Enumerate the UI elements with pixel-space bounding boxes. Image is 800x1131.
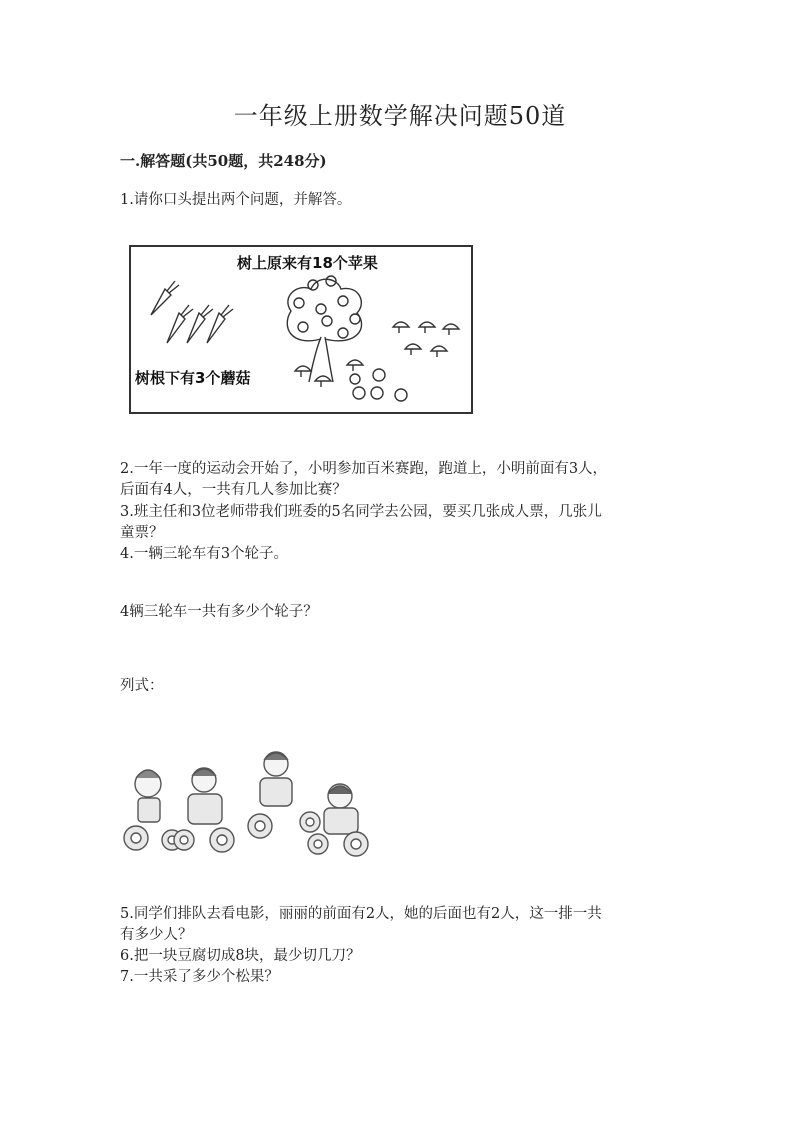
carrot-icons xyxy=(151,281,233,343)
question-7: 7.一共采了多少个松果？ xyxy=(120,969,279,985)
question-2-line-1: 2.一年一度的运动会开始了，小明参加百米赛跑，跑道上，小明前面有3人， xyxy=(120,461,608,477)
question-4-formula-label: 列式： xyxy=(120,678,164,694)
question-2-line-2: 后面有4人，一共有几人参加比赛？ xyxy=(120,482,347,498)
figure-caption-mushrooms: 树根下有3个蘑菇 xyxy=(135,369,251,387)
tricycle-children-illustration xyxy=(118,748,373,858)
figure-caption-apples: 树上原来有18个苹果 xyxy=(237,254,378,272)
question-4-subquestion: 4辆三轮车一共有多少个轮子？ xyxy=(120,604,318,620)
question-6: 6.把一块豆腐切成8块，最少切几刀？ xyxy=(120,948,361,964)
page-title: 一年级上册数学解决问题50道 xyxy=(233,102,567,130)
fallen-apple-icons xyxy=(350,369,407,401)
question-5-line-1: 5.同学们排队去看电影，丽丽的前面有2人，她的后面也有2人，这一排一共 xyxy=(120,906,602,922)
question-4-line-1: 4.一辆三轮车有3个轮子。 xyxy=(120,546,289,562)
apple-tree-icon xyxy=(287,276,361,382)
tree-figure xyxy=(129,245,473,414)
question-1: 1.请你口头提出两个问题，并解答。 xyxy=(120,192,352,208)
tree-illustration xyxy=(131,247,471,412)
question-5-line-2: 有多少人？ xyxy=(120,927,193,943)
mushroom-icons xyxy=(295,322,459,387)
question-3-line-2: 童票？ xyxy=(120,525,164,541)
question-3-line-1: 3.班主任和3位老师带我们班委的5名同学去公园，要买几张成人票，几张儿 xyxy=(120,504,602,520)
section-heading: 一.解答题(共50题，共248分) xyxy=(120,152,327,170)
